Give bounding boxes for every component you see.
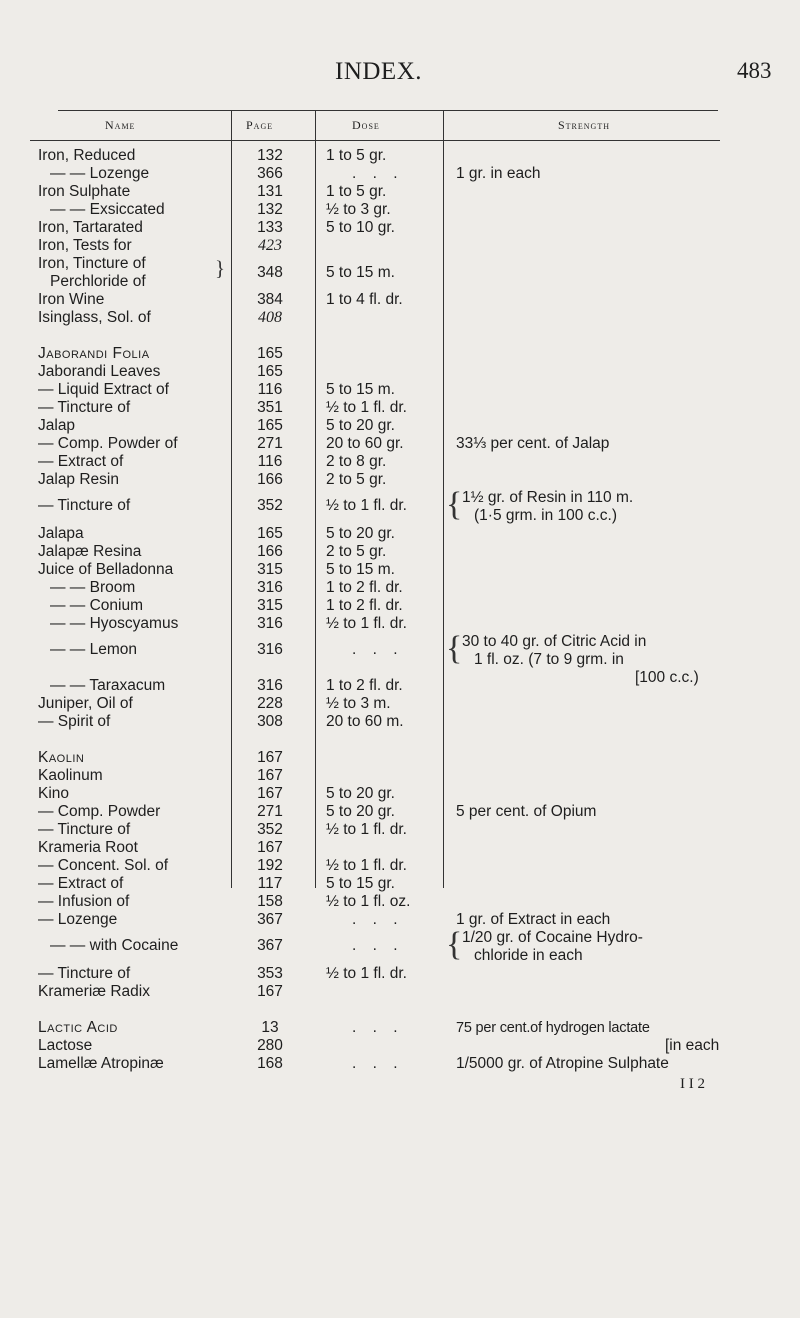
entry-page: 132: [257, 147, 283, 164]
entry-page: 280: [257, 1037, 283, 1054]
entry-page: 131: [257, 183, 283, 200]
entry-page: 192: [257, 857, 283, 874]
entry-page: 316: [257, 677, 283, 694]
entry-page: 384: [257, 291, 283, 308]
entry-name: — — Broom: [50, 579, 136, 596]
entry-dose: 5 to 15 gr.: [326, 875, 395, 892]
entry-dose: . . .: [352, 937, 404, 954]
entry-name: — — Conium: [50, 597, 144, 614]
table-top-rule: [58, 110, 718, 111]
entry-page: 271: [257, 803, 283, 820]
brace-icon: }: [215, 256, 226, 280]
entry-name: — Infusion of: [38, 893, 130, 910]
brace-icon: {: [446, 486, 463, 523]
entry-dose: 5 to 15 m.: [326, 264, 395, 281]
entry-page: 351: [257, 399, 283, 416]
entry-name: Jalap: [38, 417, 76, 434]
entry-dose: 5 to 20 gr.: [326, 785, 395, 802]
entry-name: Krameriæ Radix: [38, 983, 150, 1000]
entry-name: Krameria Root: [38, 839, 138, 856]
entry-page: 228: [257, 695, 283, 712]
entry-name: — Comp. Powder of: [38, 435, 178, 452]
entry-page: 308: [257, 713, 283, 730]
entry-dose: 20 to 60 m.: [326, 713, 404, 730]
entry-page: 133: [257, 219, 283, 236]
entry-dose: . . .: [352, 911, 404, 928]
entry-strength: 1/20 gr. of Cocaine Hydro-: [462, 929, 643, 946]
entry-page: 366: [257, 165, 283, 182]
entry-name: — Extract of: [38, 875, 124, 892]
entry-page: 353: [257, 965, 283, 982]
entry-page: 316: [257, 641, 283, 658]
column-header-name: Name: [105, 118, 136, 132]
entry-name: Jalapa: [38, 525, 84, 542]
entry-name: — Lozenge: [38, 911, 118, 928]
column-header-dose: Dose: [352, 118, 380, 132]
entry-name: — Tincture of: [38, 497, 131, 514]
entry-dose: . . .: [352, 1019, 404, 1036]
entry-dose: 2 to 5 gr.: [326, 471, 387, 488]
entry-page: 165: [257, 417, 283, 434]
entry-dose: 20 to 60 gr.: [326, 435, 404, 452]
entry-page: 367: [257, 937, 283, 954]
brace-icon: {: [446, 630, 463, 667]
entry-page: 13: [261, 1019, 279, 1036]
column-divider-page: [231, 110, 232, 888]
entry-page: 165: [257, 363, 283, 380]
entry-name: — — Lemon: [50, 641, 138, 658]
entry-page: 348: [257, 264, 283, 281]
entry-name: Iron, Tests for: [38, 237, 132, 254]
brace-icon: {: [446, 926, 463, 963]
entry-page: 158: [257, 893, 283, 910]
entry-dose: ½ to 1 fl. oz.: [326, 893, 411, 910]
entry-name: Iron, Tincture of: [38, 255, 146, 272]
entry-page: 352: [257, 497, 283, 514]
entry-page: 167: [257, 767, 283, 784]
entry-strength-continued: chloride in each: [474, 947, 583, 964]
signature-mark: I I 2: [680, 1076, 705, 1092]
entry-name: — Spirit of: [38, 713, 111, 730]
entry-strength: 5 per cent. of Opium: [456, 803, 597, 820]
entry-dose: ½ to 1 fl. dr.: [326, 497, 407, 514]
entry-strength: 30 to 40 gr. of Citric Acid in: [462, 633, 647, 650]
page-header-title: INDEX.: [335, 58, 423, 85]
entry-page: 166: [257, 471, 283, 488]
entry-dose: 5 to 20 gr.: [326, 525, 395, 542]
entry-strength: 33⅓ per cent. of Jalap: [456, 435, 610, 452]
entry-dose: ½ to 1 fl. dr.: [326, 821, 407, 838]
entry-dose: ½ to 1 fl. dr.: [326, 399, 407, 416]
entry-page: 117: [257, 875, 283, 892]
entry-dose: 5 to 10 gr.: [326, 219, 395, 236]
entry-dose: 5 to 20 gr.: [326, 803, 395, 820]
entry-dose: ½ to 1 fl. dr.: [326, 615, 407, 632]
entry-dose: 5 to 15 m.: [326, 561, 395, 578]
entry-dose: 1 to 2 fl. dr.: [326, 579, 403, 596]
entry-dose: 1 to 2 fl. dr.: [326, 677, 403, 694]
entry-strength: 1½ gr. of Resin in 110 m.: [462, 489, 634, 506]
entry-page: 168: [257, 1055, 283, 1072]
entry-page: 316: [257, 615, 283, 632]
entry-strength-continued: [100 c.c.): [635, 669, 699, 686]
entry-page: 116: [257, 453, 283, 470]
entry-dose: ½ to 1 fl. dr.: [326, 965, 407, 982]
entry-name: Juice of Belladonna: [38, 561, 174, 578]
entry-dose: 1 to 5 gr.: [326, 147, 387, 164]
entry-name: — Comp. Powder: [38, 803, 161, 820]
entry-name: — Concent. Sol. of: [38, 857, 169, 874]
entry-page: 116: [257, 381, 283, 398]
column-divider-strength: [443, 110, 444, 888]
entry-name: — Liquid Extract of: [38, 381, 169, 398]
entry-page: 315: [257, 561, 283, 578]
entry-name: Kaolinum: [38, 767, 103, 784]
entry-dose: 1 to 4 fl. dr.: [326, 291, 403, 308]
entry-page-handwritten: 423: [258, 237, 282, 254]
entry-name: — — Hyoscyamus: [50, 615, 179, 632]
entry-name: Iron, Tartarated: [38, 219, 143, 236]
entry-name: — — Taraxacum: [50, 677, 166, 694]
entry-name: Kino: [38, 785, 70, 802]
entry-name: Lactose: [38, 1037, 93, 1054]
column-header-strength: Strength: [558, 118, 611, 132]
entry-page: 165: [257, 345, 283, 362]
entry-dose: 5 to 20 gr.: [326, 417, 395, 434]
entry-name: — Tincture of: [38, 399, 131, 416]
table-header-rule: [30, 140, 720, 141]
entry-strength: [in each: [665, 1037, 720, 1054]
entry-dose: . . .: [352, 641, 404, 658]
entry-page: 165: [257, 525, 283, 542]
entry-name: Jaborandi Leaves: [38, 363, 161, 380]
entry-dose: ½ to 3 gr.: [326, 201, 391, 218]
entry-dose: 2 to 5 gr.: [326, 543, 387, 560]
entry-name: Lactic Acid: [38, 1019, 118, 1036]
entry-page-handwritten: 408: [258, 309, 282, 326]
entry-page: 132: [257, 201, 283, 218]
column-header-page: Page: [246, 118, 274, 132]
entry-dose: 2 to 8 gr.: [326, 453, 387, 470]
entry-page: 167: [257, 749, 283, 766]
entry-strength: 1/5000 gr. of Atropine Sulphate: [456, 1055, 669, 1072]
entry-strength: 1 gr. in each: [456, 165, 541, 182]
entry-name: Iron Wine: [38, 291, 105, 308]
entry-name: Kaolin: [38, 749, 85, 766]
entry-dose: . . .: [352, 1055, 404, 1072]
entry-dose: ½ to 1 fl. dr.: [326, 857, 407, 874]
entry-strength-continued: (1·5 grm. in 100 c.c.): [474, 507, 617, 524]
entry-dose: 1 to 5 gr.: [326, 183, 387, 200]
entry-name-continued: Perchloride of: [50, 273, 146, 290]
entry-strength: 1 gr. of Extract in each: [456, 911, 611, 928]
entry-strength-continued: 1 fl. oz. (7 to 9 grm. in: [474, 651, 624, 668]
entry-page: 167: [257, 785, 283, 802]
entry-page: 316: [257, 579, 283, 596]
entry-strength: 75 per cent.of hydrogen lactate: [456, 1020, 650, 1036]
entry-name: Iron Sulphate: [38, 183, 131, 200]
entry-name: Iron, Reduced: [38, 147, 136, 164]
entry-dose: . . .: [352, 165, 404, 182]
column-divider-dose: [315, 110, 316, 888]
entry-page: 167: [257, 839, 283, 856]
entry-name: Lamellæ Atropinæ: [38, 1055, 164, 1072]
entry-name: — Tincture of: [38, 965, 131, 982]
page-number: 483: [737, 58, 772, 83]
entry-name: Isinglass, Sol. of: [38, 309, 151, 326]
entry-name: — — Lozenge: [50, 165, 150, 182]
entry-name: Jalapæ Resina: [38, 543, 142, 560]
entry-name: — Tincture of: [38, 821, 131, 838]
entry-page: 271: [257, 435, 283, 452]
entry-name: — Extract of: [38, 453, 124, 470]
entry-page: 367: [257, 911, 283, 928]
entry-dose: 5 to 15 m.: [326, 381, 395, 398]
entry-name: Jalap Resin: [38, 471, 119, 488]
entry-name: Jaborandi Folia: [38, 345, 150, 362]
entry-name: — — with Cocaine: [50, 937, 179, 954]
entry-dose: ½ to 3 m.: [326, 695, 391, 712]
entry-page: 315: [257, 597, 283, 614]
entry-name: Juniper, Oil of: [38, 695, 133, 712]
entry-page: 167: [257, 983, 283, 1000]
entry-page: 166: [257, 543, 283, 560]
entry-page: 352: [257, 821, 283, 838]
entry-name: — — Exsiccated: [50, 201, 165, 218]
entry-dose: 1 to 2 fl. dr.: [326, 597, 403, 614]
